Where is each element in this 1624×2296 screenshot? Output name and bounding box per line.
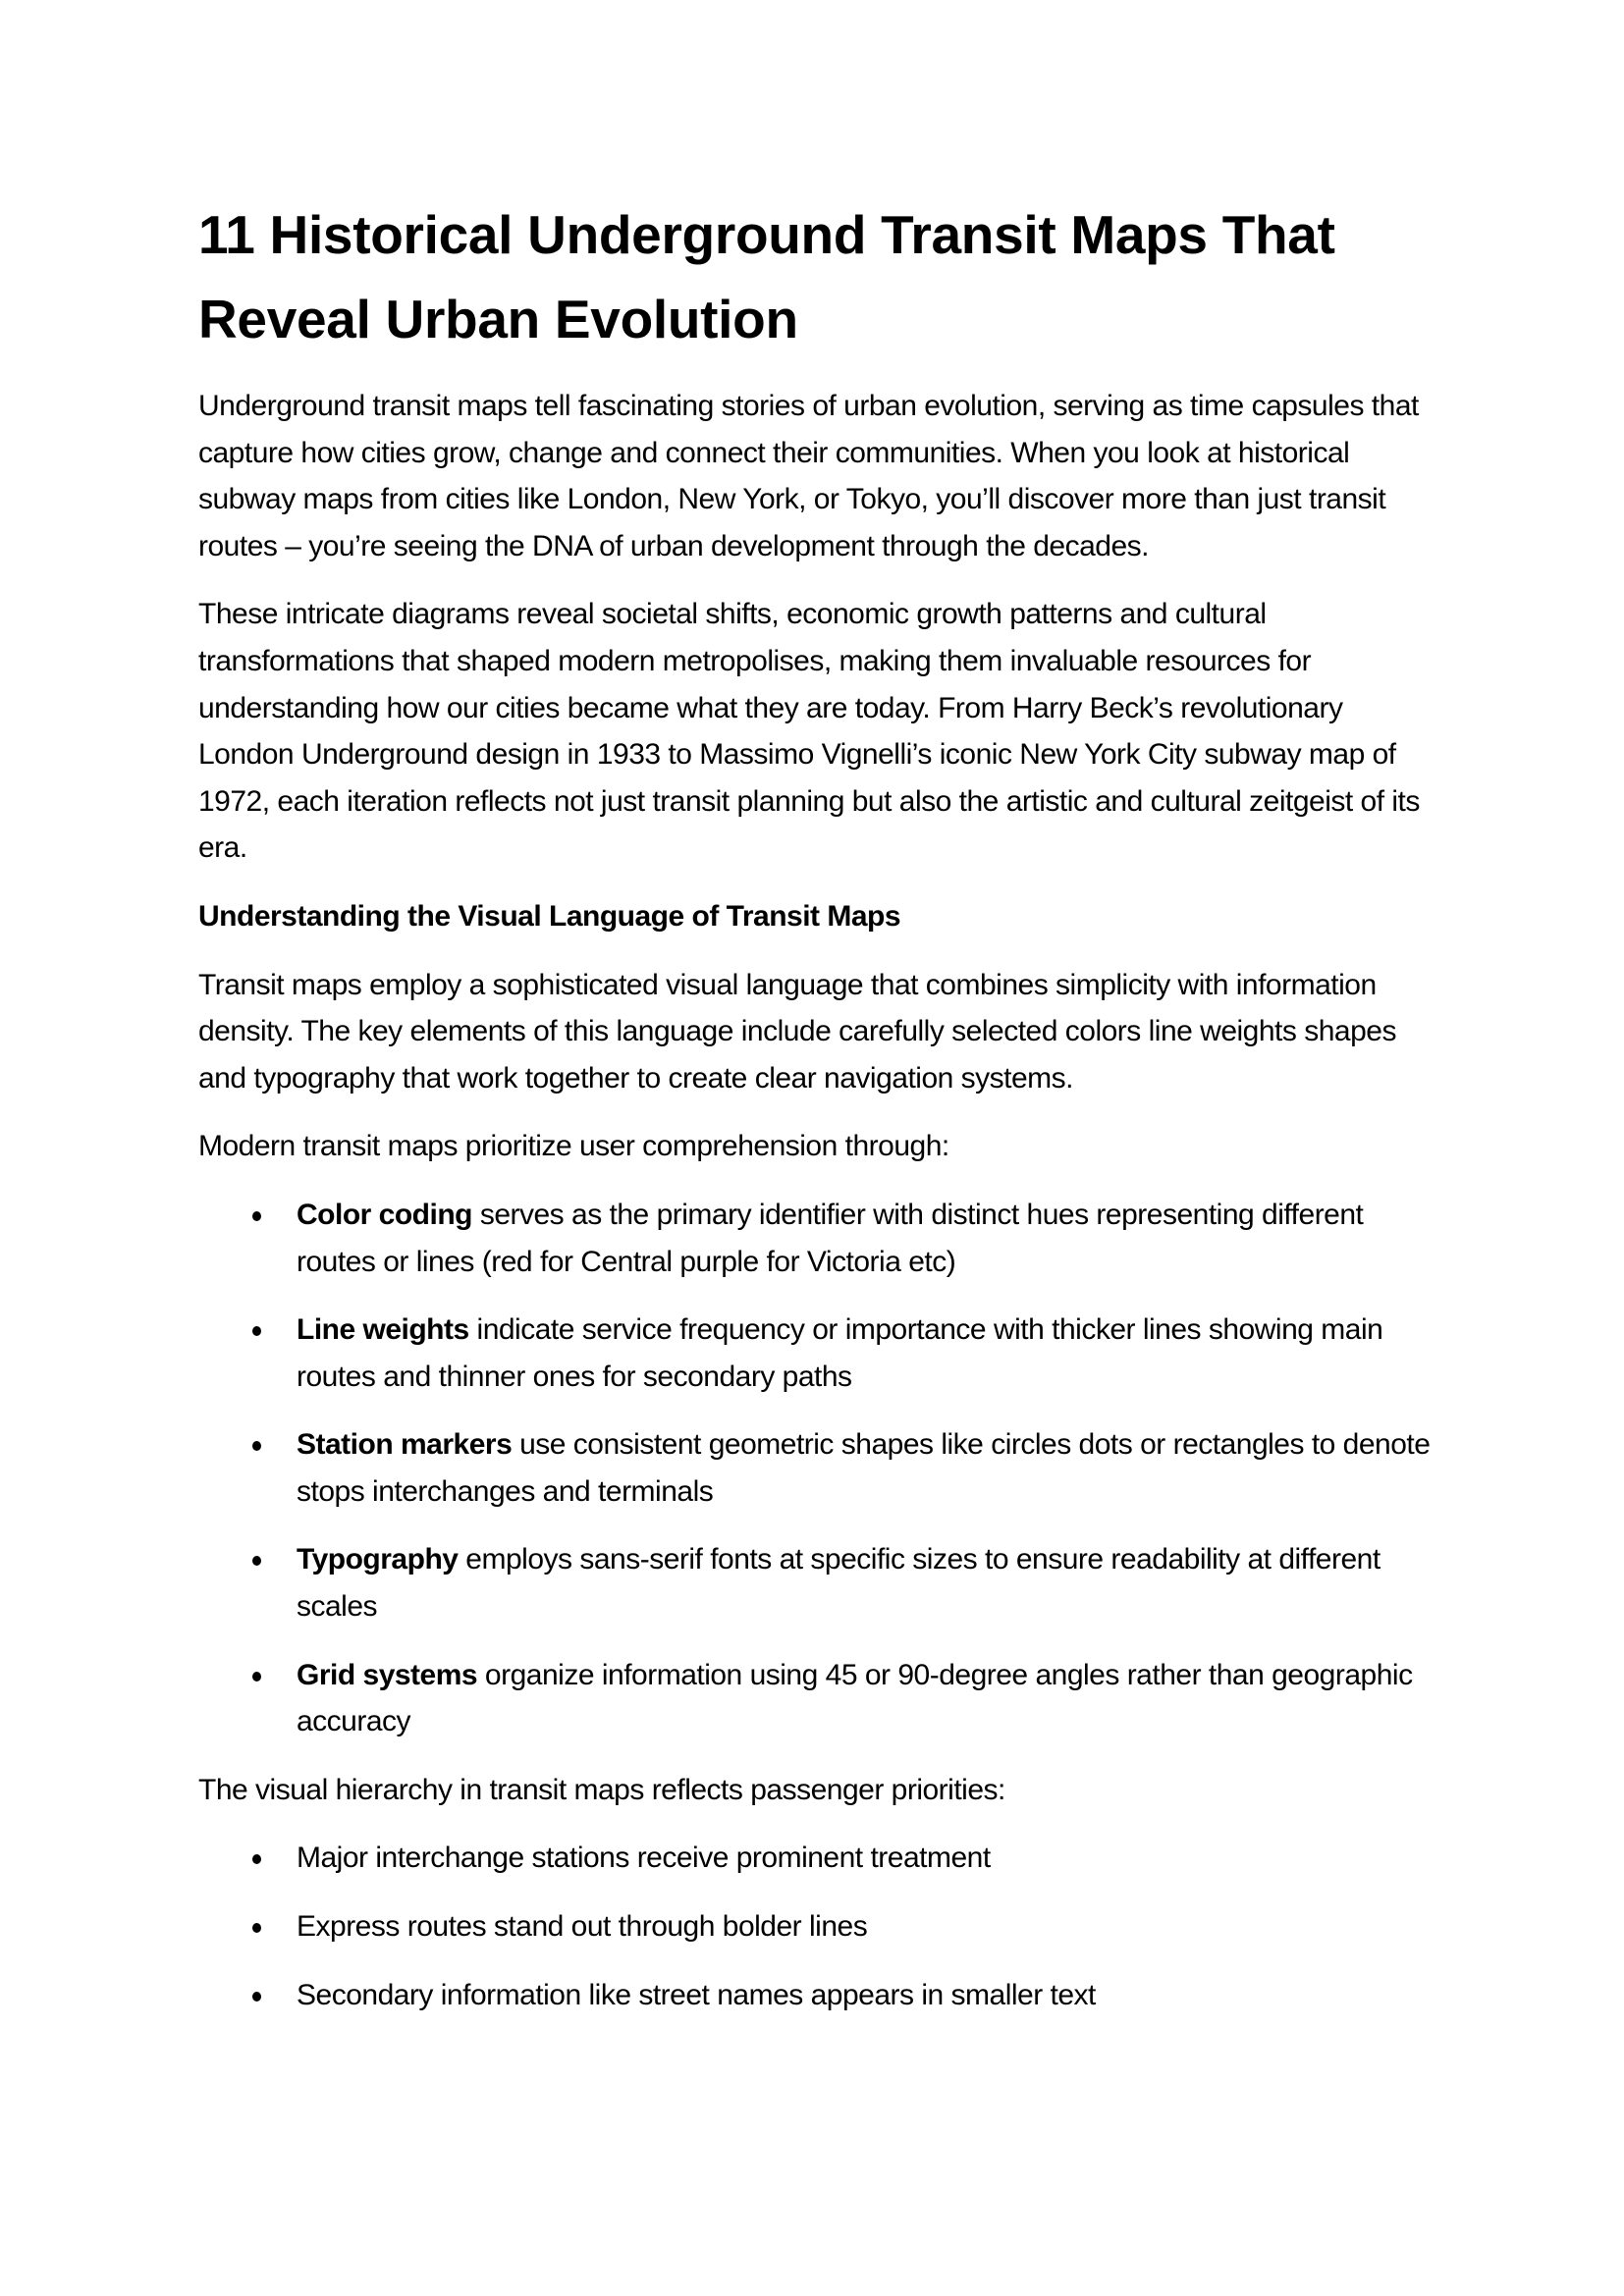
bullet-icon — [252, 1211, 261, 1221]
visual-elements-list — [198, 1192, 1445, 1745]
list-item — [198, 1835, 1445, 1882]
priorities-list — [198, 1835, 1445, 2018]
list-item-term: Station markers — [297, 1428, 513, 1462]
bullet-icon — [252, 1923, 261, 1933]
section-heading: Understanding the Visual Language of Transit Maps — [198, 899, 901, 933]
list-item — [198, 1972, 1445, 2019]
list-item-text: Secondary information like street names appears in smaller text — [297, 1978, 1096, 2011]
list-item-text: use consistent geometric shapes like circles dots or rectangles to denote stops interchanges and terminals — [297, 1428, 1431, 1508]
list-item-term: Typography — [297, 1543, 459, 1576]
section-paragraph: Transit maps employ a sophisticated visual language that combines simplicity with information density. The key elements of this language include carefully selected colors line weights shapes and typography that work together to create clear navigation systems. — [198, 968, 1396, 1095]
hierarchy-intro: The visual hierarchy in transit maps reflects passenger priorities: — [198, 1773, 1005, 1806]
list-item — [198, 1421, 1445, 1515]
list-item — [198, 1903, 1445, 1950]
list-item-term: Color coding — [297, 1198, 472, 1231]
intro-paragraph: These intricate diagrams reveal societal shifts, economic growth patterns and cultural transformations that shaped modern metropolises, making them invaluable resources for understanding how our cities became what they are today. From Harry Beck’s revolutionary London Underground design in 1933 to Massimo Vignelli’s iconic New York City subway map of 1972, each iteration reflects not just transit planning but also the artistic and cultural zeitgeist of its era. — [198, 598, 1420, 865]
bullet-icon — [252, 1556, 261, 1566]
list-item — [198, 1652, 1445, 1745]
list-item — [198, 1307, 1445, 1400]
list-item-term: Grid systems — [297, 1658, 478, 1691]
list-item-text: Express routes stand out through bolder lines — [297, 1910, 868, 1944]
list-item — [198, 1192, 1445, 1285]
bullet-icon — [252, 1672, 261, 1682]
bullet-icon — [252, 1992, 261, 2002]
bullet-icon — [252, 1441, 261, 1451]
list-item-text: employs sans-serif fonts at specific sizes to ensure readability at different scales — [297, 1543, 1380, 1624]
document-page — [198, 192, 1445, 2040]
intro-paragraph: Underground transit maps tell fascinating stories of urban evolution, serving as time capsules that capture how cities grow, change and connect their communities. When you look at historical subway maps from cities like London, New York, or Tokyo, you’ll discover more than just transit routes – you’re seeing the DNA of urban development through the decades. — [198, 390, 1419, 562]
list-intro: Modern transit maps prioritize user comprehension through: — [198, 1130, 949, 1163]
document-title: 11 Historical Underground Transit Maps That Reveal Urban Evolution — [198, 204, 1335, 349]
list-item-term: Line weights — [297, 1313, 469, 1347]
list-item-text: organize information using 45 or 90-degree angles rather than geographic accuracy — [297, 1658, 1413, 1738]
bullet-icon — [252, 1326, 261, 1336]
list-item-text: serves as the primary identifier with distinct hues representing different routes or lines (red for Central purple for Victoria etc) — [297, 1198, 1364, 1278]
list-item — [198, 1536, 1445, 1629]
list-item-text: Major interchange stations receive prominent treatment — [297, 1842, 991, 1875]
list-item-text: indicate service frequency or importance with thicker lines showing main routes and thinner ones for secondary paths — [297, 1313, 1383, 1393]
bullet-icon — [252, 1854, 261, 1864]
